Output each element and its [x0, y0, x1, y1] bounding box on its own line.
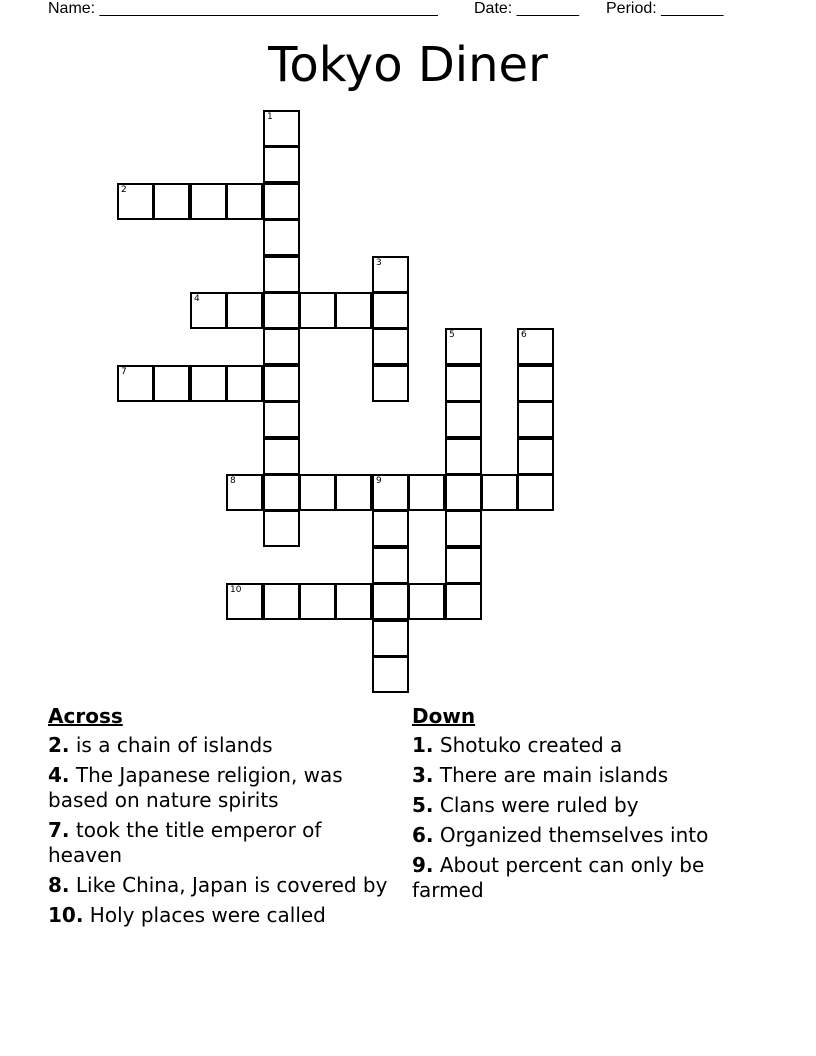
- across-clue: 8. Like China, Japan is covered by: [48, 873, 388, 897]
- clue-number: 10: [230, 585, 242, 595]
- across-clue: 7. took the title emperor of heaven: [48, 818, 322, 867]
- crossword-cell[interactable]: [445, 328, 482, 365]
- crossword-cell[interactable]: [445, 365, 482, 402]
- crossword-cell[interactable]: [335, 583, 372, 620]
- crossword-cell[interactable]: [517, 474, 554, 511]
- across-clues: [48, 703, 388, 933]
- crossword-cell[interactable]: [226, 292, 263, 329]
- crossword-cell[interactable]: [517, 328, 554, 365]
- crossword-cell[interactable]: [445, 547, 482, 584]
- crossword-cell[interactable]: [226, 583, 263, 620]
- crossword-cell[interactable]: [372, 656, 409, 693]
- crossword-cell[interactable]: [263, 328, 300, 365]
- clue-number: 4: [194, 294, 200, 304]
- down-clue: 1. Shotuko created a: [412, 733, 623, 757]
- crossword-cell[interactable]: [372, 474, 409, 511]
- down-clues: [412, 703, 752, 908]
- date-field-label: Date: _______: [474, 0, 579, 17]
- crossword-cell[interactable]: [445, 583, 482, 620]
- crossword-cell[interactable]: [445, 438, 482, 475]
- crossword-cell[interactable]: [153, 365, 190, 402]
- across-clue: 2. is a chain of islands: [48, 733, 273, 757]
- crossword-cell[interactable]: [299, 474, 336, 511]
- crossword-cell[interactable]: [190, 365, 227, 402]
- across-heading: Across: [48, 704, 123, 728]
- clue-number: 1: [267, 112, 273, 122]
- down-clue: 6. Organized themselves into: [412, 823, 709, 847]
- clue-number: 9: [376, 476, 382, 486]
- crossword-cell[interactable]: [335, 474, 372, 511]
- crossword-cell[interactable]: [445, 510, 482, 547]
- crossword-cell[interactable]: [263, 110, 300, 147]
- crossword-cell[interactable]: [190, 292, 227, 329]
- crossword-cell[interactable]: [263, 146, 300, 183]
- crossword-cell[interactable]: [372, 620, 409, 657]
- crossword-cell[interactable]: [263, 583, 300, 620]
- across-clue: 10. Holy places were called: [48, 903, 326, 927]
- clue-number: 2: [121, 185, 127, 195]
- crossword-cell[interactable]: [445, 401, 482, 438]
- down-clue: 9. About percent can only be farmed: [412, 853, 705, 902]
- crossword-cell[interactable]: [372, 328, 409, 365]
- crossword-cell[interactable]: [263, 219, 300, 256]
- crossword-cell[interactable]: [517, 438, 554, 475]
- crossword-cell[interactable]: [517, 401, 554, 438]
- crossword-cell[interactable]: [335, 292, 372, 329]
- clue-number: 3: [376, 258, 382, 268]
- crossword-cell[interactable]: [263, 474, 300, 511]
- crossword-cell[interactable]: [372, 256, 409, 293]
- crossword-cell[interactable]: [153, 183, 190, 220]
- down-clue: 3. There are main islands: [412, 763, 669, 787]
- crossword-cell[interactable]: [263, 510, 300, 547]
- crossword-cell[interactable]: [226, 474, 263, 511]
- crossword-cell[interactable]: [372, 510, 409, 547]
- down-heading: Down: [412, 704, 476, 728]
- clue-number: 5: [449, 330, 455, 340]
- clue-number: 6: [521, 330, 527, 340]
- crossword-cell[interactable]: [263, 292, 300, 329]
- crossword-cell[interactable]: [372, 365, 409, 402]
- crossword-cell[interactable]: [299, 292, 336, 329]
- crossword-cell[interactable]: [263, 438, 300, 475]
- clue-number: 8: [230, 476, 236, 486]
- period-field-label: Period: _______: [606, 0, 724, 17]
- crossword-cell[interactable]: [481, 474, 518, 511]
- crossword-cell[interactable]: [408, 583, 445, 620]
- crossword-cell[interactable]: [263, 256, 300, 293]
- crossword-cell[interactable]: [117, 365, 154, 402]
- crossword-cell[interactable]: [517, 365, 554, 402]
- crossword-cell[interactable]: [408, 474, 445, 511]
- down-clue: 5. Clans were ruled by: [412, 793, 639, 817]
- clue-number: 7: [121, 367, 127, 377]
- name-field-label: Name: ______________________________________: [48, 0, 438, 17]
- crossword-cell[interactable]: [117, 183, 154, 220]
- crossword-cell[interactable]: [372, 547, 409, 584]
- crossword-cell[interactable]: [190, 183, 227, 220]
- crossword-cell[interactable]: [445, 474, 482, 511]
- crossword-cell[interactable]: [226, 365, 263, 402]
- crossword-cell[interactable]: [263, 365, 300, 402]
- crossword-cell[interactable]: [372, 292, 409, 329]
- crossword-cell[interactable]: [372, 583, 409, 620]
- across-clue: 4. The Japanese religion, was based on nature spirits: [48, 763, 343, 812]
- page-title: Tokyo Diner: [268, 37, 548, 93]
- crossword-cell[interactable]: [263, 183, 300, 220]
- crossword-cell[interactable]: [226, 183, 263, 220]
- crossword-cell[interactable]: [299, 583, 336, 620]
- crossword-cell[interactable]: [263, 401, 300, 438]
